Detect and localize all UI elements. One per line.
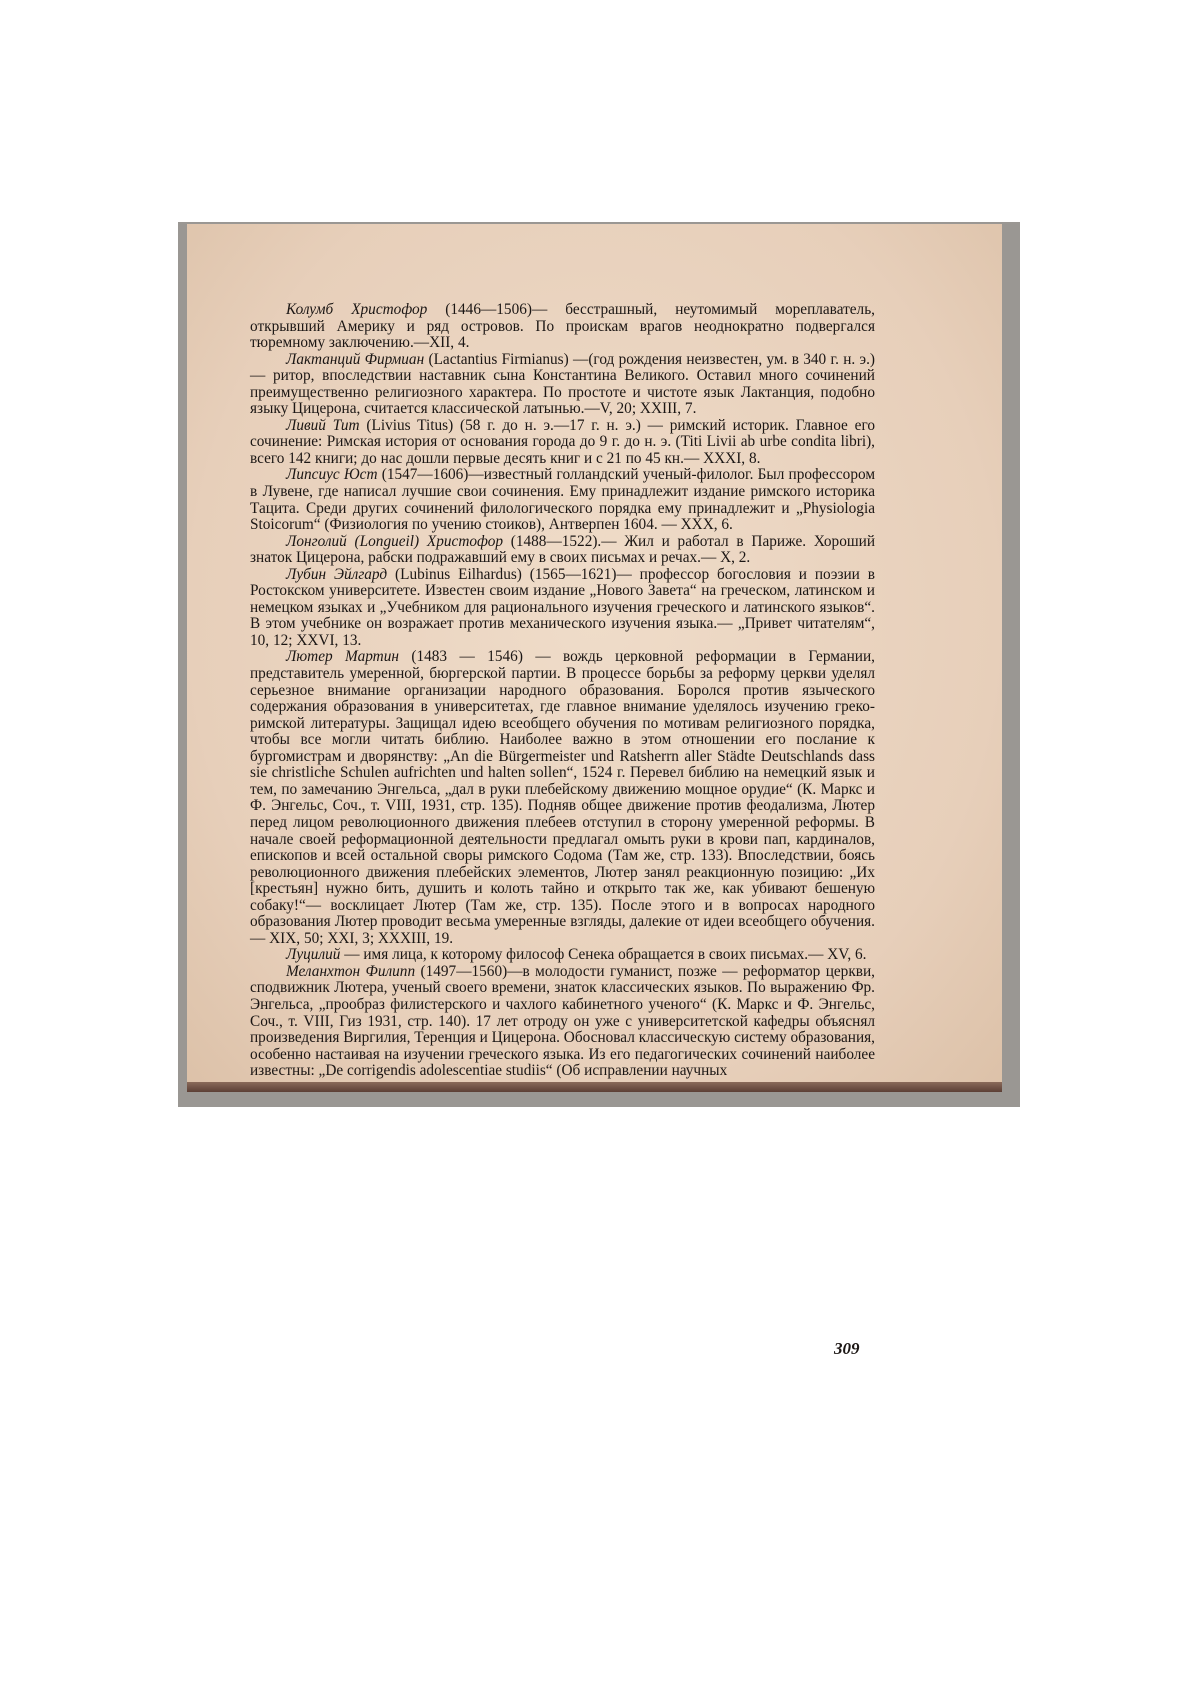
entry-name: Лютер Мартин xyxy=(286,648,399,666)
entry-text: (Lactantius Firmianus) —(год рождения неизвестен, ум. в 340 г. н. э.) — ритор, впоследствии наставник сына Константина Великого. Оставил много сочинений преимущественно религиозного характера. По простоте и чистоте язык Лактанция, подобно языку Цицерона, считается классической латынью.—V, 20; XXIII, 7. xyxy=(250,350,875,418)
entry-lyuter xyxy=(250,649,875,947)
entry-lubin xyxy=(250,567,875,650)
page-number: 309 xyxy=(834,1339,860,1358)
entry-longoliy xyxy=(250,534,875,567)
entry-name: Липсиус Юст xyxy=(286,466,378,484)
entry-lipsius xyxy=(250,467,875,533)
entry-melankhton xyxy=(250,964,875,1080)
entry-text: (Lubinus Eilhardus) (1565—1621)— профессор богословия и поэзии в Ростокском университете. Известен своим издание „Нового Завета“ на греческом, латинском и немецком языках и „Учебником для рационального изучения греческого и латинского языков“. В этом учебнике он возражает против механического изучения языка.— „Привет читателям“, 10, 12; XXVI, 13. xyxy=(250,565,875,649)
entry-name: Лактанций Фирмиан xyxy=(286,350,425,368)
entry-name: Лубин Эйлгард xyxy=(286,565,388,583)
entry-text: (1497—1560)—в молодости гуманист, позже — реформатор церкви, сподвижник Лютера, ученый своего времени, знаток классических языков. По выражению Фр. Энгельса, „прообраз филистерского и чахлого кабинетного ученого“ (К. Маркс и Ф. Энгельс, Соч., т. VIII, Гиз 1931, стр. 140). 17 лет отроду он уже с университетской кафедры объяснял произведения Виргилия, Теренция и Цицерона. Обосновал классическую систему образования, особенно настаивая на изучении греческого языка. Из его педагогических сочинений наиболее известны: „De corrigendis adolescentiae studiis“ (Об исправлении научных xyxy=(250,962,875,1080)
entry-name: Ливий Тит xyxy=(286,416,360,434)
dictionary-entries xyxy=(250,302,875,1080)
entry-text: (1446—1506)— бесстрашный, неутомимый мореплаватель, открывший Америку и ряд островов. По проискам врагов неоднократно подвергался тюремному заключению.—XII, 4. xyxy=(250,301,875,352)
entry-liviy xyxy=(250,418,875,468)
entry-text: (1483 — 1546) — вождь церковной реформации в Германии, представитель умеренной, бюргерской партии. В процессе борьбы за реформу церкви уделял серьезное внимание организации народного образования. Боролся против языческого содержания образования в университетах, где главное внимание уделялось изучению греко-римской литературы. Защищал идею всеобщего обучения по мотивам религиозного порядка, чтобы все могли читать библию. Наиболее важно в этом отношении его послание к бургомистрам и дворянству: „An die Bürgermeister und Ratsherrn aller Städte Deutschlands dass sie christliche Schulen aufrichten und halten sollen“, 1524 г. Перевел библию на немецкий язык и тем, по замечанию Энгельса, „дал в руки плебейскому движению мощное орудие“ (К. Маркс и Ф. Энгельс, Соч., т. VIII, 1931, стр. 135). Подняв общее движение против феодализма, Лютер перед лицом революционного движения плебеев отступил в сторону умеренной реформы. В начале своей реформационной деятельности предлагал омыть руки в крови пап, кардиналов, епископов и всей остальной своры римского Содома (Там же, стр. 133). Впоследствии, боясь революционного движения плебейских элементов, Лютер занял реакционную позицию: „Их [крестьян] нужно бить, душить и колоть тайно и открыто так же, как убивают бешеную собаку!“— восклицает Лютер (Там же, стр. 135). После этого и в вопросах народного образования Лютер проводит весьма умеренные взгляды, далекие от идеи всеобщего обучения.— XIX, 50; XXI, 3; XXXIII, 19. xyxy=(250,648,876,947)
entry-name: Меланхтон Филипп xyxy=(286,962,416,980)
entry-name: Луцилий xyxy=(286,946,341,964)
entry-text: (1488—1522).— Жил и работал в Париже. Хороший знаток Цицерона, рабски подражавший ему в своих письмах и речах.— X, 2. xyxy=(250,532,876,567)
entry-laktantsiy xyxy=(250,352,875,418)
entry-name: Лонголий (Longueil) Христофор xyxy=(286,532,503,550)
entry-text: (1547—1606)—известный голландский ученый-филолог. Был профессором в Лувене, где написал лучшие свои сочинения. Ему принадлежит издание римского историка Тацита. Среди других сочинений филологического порядка ему принадлежит и „Physiologia Stoicorum“ (Физиология по учению стоиков), Антверпен 1604. — XXX, 6. xyxy=(250,466,876,534)
entry-lutsiliy xyxy=(250,947,875,964)
entry-name: Колумб Христофор xyxy=(286,301,428,318)
page-bottom-edge xyxy=(187,1082,1002,1092)
entry-text: (Livius Titus) (58 г. до н. э.—17 г. н. э.) — римский историк. Главное его сочинение: Римская история от основания города до 9 г. до н. э. (Titi Livii ab urbe condita libri), всего 142 книги; до нас дошли первые десять книг и с 21 по 45 кн.— XXXI, 8. xyxy=(250,416,875,467)
entry-text: — имя лица, к которому философ Сенека обращается в своих письмах.— XV, 6. xyxy=(340,946,867,964)
entry-kolumb xyxy=(250,302,875,352)
